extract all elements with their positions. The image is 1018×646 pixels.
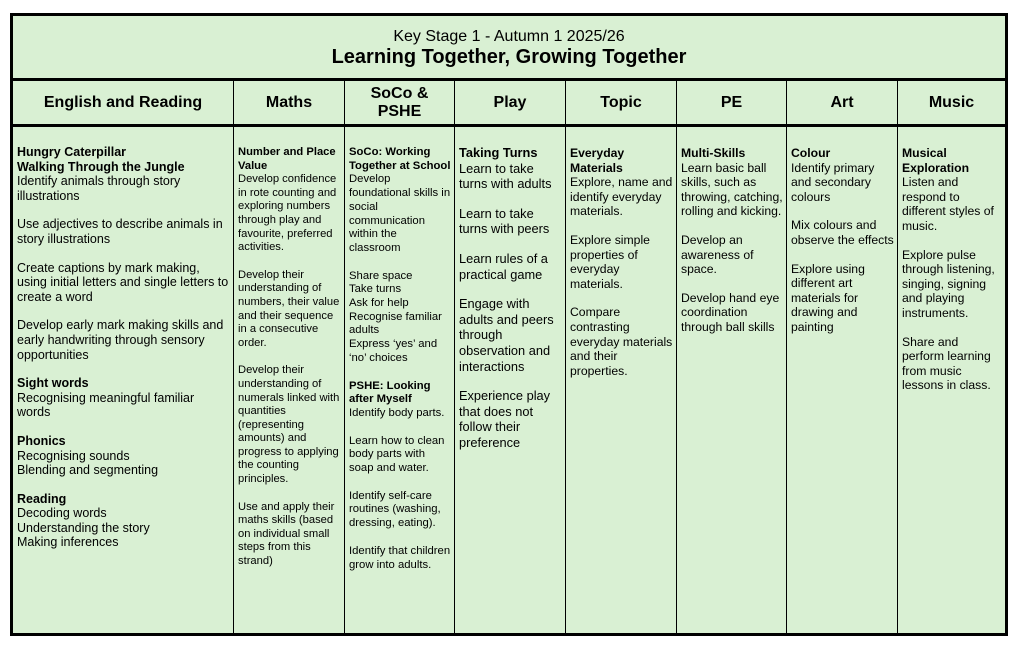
content-line: Compare contrasting everyday materials and their properties. <box>570 305 673 378</box>
section-title: Musical Exploration <box>902 146 970 175</box>
content-line: Learn to take turns with peers <box>459 205 550 237</box>
content-line: Take turns <box>349 283 402 296</box>
content-line: Share and perform learning from music lessons in class. <box>902 334 991 393</box>
column-heading: SoCo & PSHE <box>345 81 454 127</box>
content-line: Use adjectives to describe animals in story illustrations <box>17 217 223 246</box>
column-heading: PE <box>677 81 786 127</box>
column-body <box>455 127 565 633</box>
section-title: Number and Place Value <box>238 146 336 172</box>
content-line: Identify body parts. <box>349 406 445 419</box>
column-english <box>13 81 234 633</box>
content-line: Learn basic ball skills, such as throwing, catching, rolling and kicking. <box>681 160 783 219</box>
section-title: Walking Through the Jungle <box>17 159 185 174</box>
content-line: Create captions by mark making, using initial letters and single letters to create a word <box>17 260 229 304</box>
content-line: Blending and segmenting <box>17 463 159 478</box>
content-block <box>902 335 1002 393</box>
content-line: Learn to take turns with adults <box>459 160 552 192</box>
content-line: Explore using different art materials for drawing and painting <box>791 261 865 334</box>
column-body <box>566 127 676 633</box>
content-block <box>238 364 341 486</box>
content-line: Share space <box>349 269 413 282</box>
column-body <box>345 127 454 633</box>
term-title: Key Stage 1 - Autumn 1 2025/26 <box>393 28 625 45</box>
content-block <box>17 145 230 203</box>
content-line: Develop early mark making skills and early handwriting through sensory opportunities <box>17 318 224 362</box>
content-line: Identify that children grow into adults. <box>349 544 451 571</box>
column-heading: Play <box>455 81 565 127</box>
content-block <box>459 296 562 374</box>
content-line: Listen and respond to different styles of music. <box>902 175 994 233</box>
column-heading: Maths <box>234 81 344 127</box>
section-title: PSHE: Looking after Myself <box>349 379 431 406</box>
content-line: Decoding words <box>17 506 107 521</box>
content-block <box>238 501 341 569</box>
content-block <box>17 376 230 420</box>
column-heading: English and Reading <box>13 81 233 127</box>
column-play <box>455 81 566 633</box>
content-line: Develop an awareness of space. <box>681 232 754 277</box>
content-line: Explore, name and identify everyday materials. <box>570 175 673 219</box>
content-line: Engage with adults and peers through observation and interactions <box>459 296 554 374</box>
content-block <box>791 218 894 247</box>
content-line: Ask for help <box>349 297 409 310</box>
column-body <box>787 127 897 633</box>
content-block <box>791 146 894 204</box>
section-title: Sight words <box>17 376 89 391</box>
content-block <box>681 233 783 277</box>
theme-title: Learning Together, Growing Together <box>331 46 687 68</box>
section-title: Multi-Skills <box>681 146 746 160</box>
content-block <box>570 305 673 378</box>
content-block <box>349 435 451 476</box>
content-line: Learn how to clean body parts with soap and water. <box>349 434 445 475</box>
content-line: Identify self-care routines (washing, dressing, eating). <box>349 489 441 530</box>
content-block <box>459 251 562 282</box>
content-line: Experience play that does not follow their preference <box>459 388 551 450</box>
content-line: Understanding the story <box>17 520 150 535</box>
section-title: Taking Turns <box>459 145 538 160</box>
content-line: Develop their understanding of numerals linked with quantities (representing amounts) and progress to applying the counting principles. <box>238 364 340 486</box>
content-line: Identify animals through story illustrations <box>17 174 181 203</box>
content-line: Learn rules of a practical game <box>459 250 548 282</box>
content-block <box>17 318 230 362</box>
content-block <box>349 380 451 421</box>
content-line: Develop their understanding of numbers, their value and their sequence in a consecutive order. <box>238 268 340 349</box>
content-block <box>459 388 562 450</box>
content-block <box>17 492 230 550</box>
column-heading: Art <box>787 81 897 127</box>
column-pe <box>677 81 787 633</box>
section-title: Colour <box>791 146 831 160</box>
content-block <box>349 146 451 256</box>
content-line: Mix colours and observe the effects <box>791 218 894 247</box>
column-art <box>787 81 898 633</box>
column-body <box>13 127 233 633</box>
section-title: Hungry Caterpillar <box>17 145 127 159</box>
content-block <box>902 248 1002 321</box>
content-line: Recognise familiar adults <box>349 310 442 337</box>
column-soco-pshe <box>345 81 455 633</box>
section-title: SoCo: Working Together at School <box>349 146 451 172</box>
table-header <box>13 16 1005 81</box>
content-line: Develop hand eye coordination through ball skills <box>681 290 780 334</box>
content-line: Use and apply their maths skills (based on individual small steps from this strand) <box>238 500 335 568</box>
column-music <box>898 81 1005 633</box>
column-maths <box>234 81 345 633</box>
content-block <box>681 291 783 335</box>
content-line: Express ‘yes’ and ‘no’ choices <box>349 338 438 364</box>
column-heading: Topic <box>566 81 676 127</box>
content-line: Develop foundational skills in social communication within the classroom <box>349 173 451 254</box>
content-line: Recognising sounds <box>17 448 130 463</box>
content-line: Explore pulse through listening, singing, signing and playing instruments. <box>902 247 995 320</box>
column-body <box>898 127 1005 633</box>
section-title: Reading <box>17 491 67 506</box>
content-block <box>459 206 562 237</box>
content-line: Identify primary and secondary colours <box>791 160 875 204</box>
column-body <box>677 127 786 633</box>
content-block <box>459 145 562 192</box>
column-body <box>234 127 344 633</box>
content-line: Recognising meaningful familiar words <box>17 390 195 420</box>
content-block <box>17 261 230 305</box>
content-line: Develop confidence in rote counting and exploring numbers through play and favourite, preferred activities. <box>238 173 337 254</box>
content-block <box>681 146 783 219</box>
content-line: Explore simple properties of everyday materials. <box>570 232 650 291</box>
content-block <box>238 146 341 255</box>
content-block <box>349 270 451 366</box>
content-block <box>17 434 230 478</box>
content-block <box>902 146 1002 234</box>
content-block <box>349 490 451 531</box>
content-block <box>570 233 673 291</box>
curriculum-table <box>10 13 1008 636</box>
content-block <box>349 545 451 572</box>
column-heading: Music <box>898 81 1005 127</box>
content-block <box>238 269 341 351</box>
content-block <box>570 146 673 219</box>
column-topic <box>566 81 677 633</box>
section-title: Everyday Materials <box>570 146 625 175</box>
content-line: Making inferences <box>17 535 119 550</box>
content-block <box>791 262 894 335</box>
section-title: Phonics <box>17 433 66 448</box>
content-block <box>17 217 230 246</box>
